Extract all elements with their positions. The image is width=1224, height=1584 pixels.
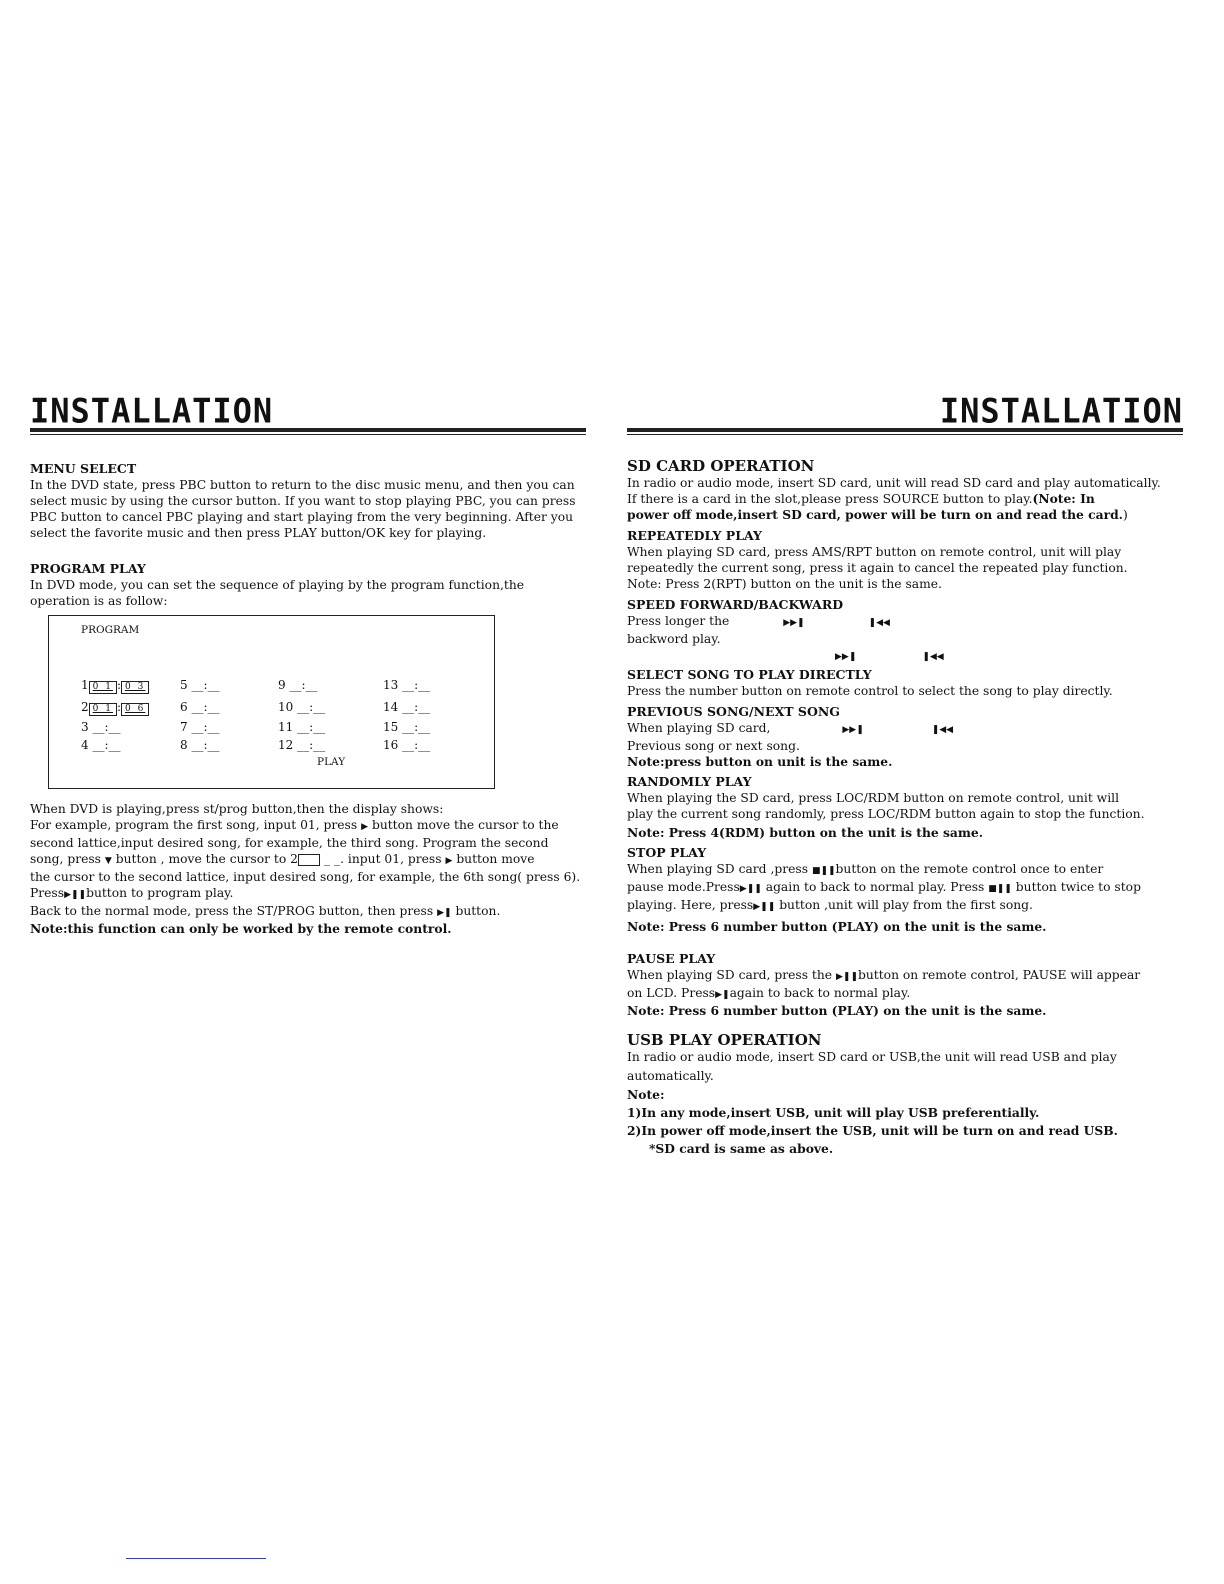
program-slot: 14 __:__: [383, 700, 431, 714]
repeatedly-line: repeatedly the current song, press it again to cancel the repeated play function.: [627, 561, 1128, 575]
speed-heading: SPEED FORWARD/BACKWARD: [627, 597, 844, 612]
program-slot: 3 __:__: [81, 720, 121, 734]
sd-card-section: [627, 457, 1183, 523]
slot-number: 1: [81, 678, 89, 692]
randomly-section: [627, 774, 1183, 841]
stop-note: Note: Press 6 number button (PLAY) on the unit is the same.: [627, 919, 1047, 934]
right-title-rule-thin: [627, 434, 1183, 435]
repeatedly-heading: REPEATEDLY PLAY: [627, 528, 762, 543]
sd-card-heading: SD CARD OPERATION: [627, 457, 815, 475]
repeatedly-line: Note: Press 2(RPT) button on the unit is the same.: [627, 577, 942, 591]
prev-next-section: [627, 704, 1183, 770]
select-song-section: [627, 667, 1183, 699]
menu-select-line: PBC button to cancel PBC playing and start playing from the very beginning. After you: [30, 510, 574, 524]
right-arrow-icon: ▶: [361, 822, 369, 832]
program-slot: 10 __:__: [278, 700, 326, 714]
program-slot-2: 2 0 1 : 0 6: [81, 700, 149, 716]
stop-section: [627, 845, 1183, 935]
program-slot: 16 __:__: [383, 738, 431, 752]
instruction-line: For example, program the first song, input 01, press ▶ button move the cursor to the: [30, 818, 559, 832]
program-slot: 8 __:__: [180, 738, 220, 752]
program-instructions: [30, 801, 586, 937]
cursor-box-icon: [298, 854, 320, 866]
slot-digits: 0 1: [89, 681, 117, 694]
slot-digits: 0 6: [121, 703, 149, 716]
randomly-line: When playing the SD card, press LOC/RDM button on remote control, unit will: [627, 791, 1119, 805]
prev-track-icon: ❚◀◀: [931, 725, 954, 735]
speed-line: backword play.: [627, 632, 721, 646]
stop-icon: ■❚❚: [811, 866, 836, 876]
slot-number: 2: [81, 700, 89, 714]
program-slot: 4 __:__: [81, 738, 121, 752]
stop-icon: ■❚❚: [988, 884, 1012, 894]
prev-next-line: Previous song or next song.: [627, 739, 800, 753]
program-note: Note:this function can only be worked by the remote control.: [30, 921, 452, 936]
pause-line: on LCD. Press▶❚again to back to normal play.: [627, 986, 911, 1000]
prev-next-note: Note:press button on unit is the same.: [627, 754, 893, 769]
menu-select-line: In the DVD state, press PBC button to return to the disc music menu, and then you can: [30, 478, 575, 492]
menu-select-heading: MENU SELECT: [30, 461, 137, 476]
usb-note-1: 1)In any mode,insert USB, unit will play USB preferentially.: [627, 1105, 1040, 1120]
program-slot: 7 __:__: [180, 720, 220, 734]
instruction-line: second lattice,input desired song, for example, the third song. Program the second: [30, 836, 549, 850]
usb-section: [627, 1031, 1183, 1157]
program-play-heading: PROGRAM PLAY: [30, 561, 146, 576]
program-slot: 11 __:__: [278, 720, 326, 734]
next-track-icon: ▶▶❚: [842, 725, 864, 735]
instruction-line: Back to the normal mode, press the ST/PROG button, then press ▶❚ button.: [30, 904, 501, 918]
randomly-note: Note: Press 4(RDM) button on the unit is the same.: [627, 825, 984, 840]
program-slot: 5 __:__: [180, 678, 220, 692]
left-page-title: INSTALLATION: [30, 390, 274, 431]
usb-heading: USB PLAY OPERATION: [627, 1031, 822, 1049]
program-slot: 12 __:__: [278, 738, 326, 752]
program-play-label: PLAY: [317, 756, 346, 768]
prev-next-line: When playing SD card, ▶▶❚ ❚◀◀: [627, 721, 954, 735]
prev-track-icon: ❚◀◀: [868, 618, 890, 628]
sd-card-line: If there is a card in the slot,please press SOURCE button to play.(Note: In: [627, 491, 1095, 506]
menu-select-section: [30, 461, 586, 541]
repeatedly-line: When playing SD card, press AMS/RPT button on remote control, unit will play: [627, 545, 1122, 559]
program-slot-1: 1 0 1 : 0 3: [81, 678, 149, 694]
slot-digits: 0 1: [89, 703, 117, 716]
stop-line: pause mode.Press▶❚❚ again to back to normal play. Press ■❚❚ button twice to stop: [627, 880, 1141, 894]
bottom-link-underline: [126, 1558, 266, 1559]
usb-note-3: *SD card is same as above.: [649, 1141, 834, 1156]
usb-line: In radio or audio mode, insert SD card or USB,the unit will read USB and play: [627, 1050, 1117, 1064]
menu-select-line: select music by using the cursor button. If you want to stop playing PBC, you can press: [30, 494, 576, 508]
play-icon: ▶❚: [715, 990, 730, 1000]
stop-heading: STOP PLAY: [627, 845, 707, 860]
down-arrow-icon: ▼: [104, 856, 112, 866]
randomly-line: play the current song randomly, press LOC/RDM button again to stop the function.: [627, 807, 1145, 821]
program-play-line: operation is as follow:: [30, 594, 168, 608]
usb-note-label: Note:: [627, 1087, 665, 1102]
select-song-heading: SELECT SONG TO PLAY DIRECTLY: [627, 667, 872, 682]
program-display-diagram: [48, 615, 495, 789]
play-pause-icon: ▶❚❚: [753, 902, 776, 912]
program-slot: 9 __:__: [278, 678, 318, 692]
stop-line: playing. Here, press▶❚❚ button ,unit will play from the first song.: [627, 898, 1033, 912]
repeatedly-section: [627, 528, 1183, 592]
program-label: PROGRAM: [81, 624, 140, 636]
pause-heading: PAUSE PLAY: [627, 951, 716, 966]
instruction-line: the cursor to the second lattice, input desired song, for example, the 6th song( press 6).: [30, 870, 581, 884]
left-page: [30, 392, 586, 937]
menu-select-line: select the favorite music and then press PLAY button/OK key for playing.: [30, 526, 487, 540]
select-song-line: Press the number button on remote control to select the song to play directly.: [627, 684, 1113, 698]
program-slot: 6 __:__: [180, 700, 220, 714]
instruction-line: When DVD is playing,press st/prog button,then the display shows:: [30, 802, 444, 816]
usb-line: automatically.: [627, 1069, 714, 1083]
next-track-icon: ▶▶❚: [835, 652, 857, 662]
pause-note: Note: Press 6 number button (PLAY) on the unit is the same.: [627, 1003, 1047, 1018]
speed-icons-row: [627, 647, 1183, 661]
program-play-line: In DVD mode, you can set the sequence of playing by the program function,the: [30, 578, 525, 592]
right-arrow-icon: ▶: [445, 856, 453, 866]
speed-line: Press longer the ▶▶❚ ❚◀◀: [627, 614, 890, 628]
right-page: [627, 392, 1183, 1157]
play-icon: ▶❚: [437, 908, 452, 918]
randomly-heading: RANDOMLY PLAY: [627, 774, 752, 789]
left-title-rule-thin: [30, 434, 586, 435]
instruction-line: song, press ▼ button , move the cursor to 2 _ _. input 01, press ▶ button move: [30, 852, 535, 866]
sd-card-line: In radio or audio mode, insert SD card, unit will read SD card and play automatically.: [627, 476, 1161, 490]
sd-card-line: power off mode,insert SD card, power will be turn on and read the card.): [627, 507, 1128, 522]
play-pause-icon: ▶❚❚: [835, 972, 858, 982]
usb-note-2: 2)In power off mode,insert the USB, unit will be turn on and read USB.: [627, 1123, 1118, 1138]
program-slot: 13 __:__: [383, 678, 431, 692]
play-pause-icon: ▶❚❚: [64, 890, 87, 900]
prev-next-heading: PREVIOUS SONG/NEXT SONG: [627, 704, 840, 719]
prev-track-icon: ❚◀◀: [922, 652, 944, 662]
right-page-title: INSTALLATION: [939, 390, 1183, 431]
slot-digits: 0 3: [121, 681, 149, 694]
pause-line: When playing SD card, press the ▶❚❚button on remote control, PAUSE will appear: [627, 968, 1141, 982]
play-pause-icon: ▶❚❚: [739, 884, 762, 894]
speed-section: [627, 597, 1183, 661]
program-slot: 15 __:__: [383, 720, 431, 734]
pause-section: [627, 951, 1183, 1019]
instruction-line: Press▶❚❚button to program play.: [30, 886, 234, 900]
stop-line: When playing SD card ,press ■❚❚button on the remote control once to enter: [627, 862, 1104, 876]
program-play-section: [30, 561, 586, 609]
next-track-icon: ▶▶❚: [783, 618, 805, 628]
